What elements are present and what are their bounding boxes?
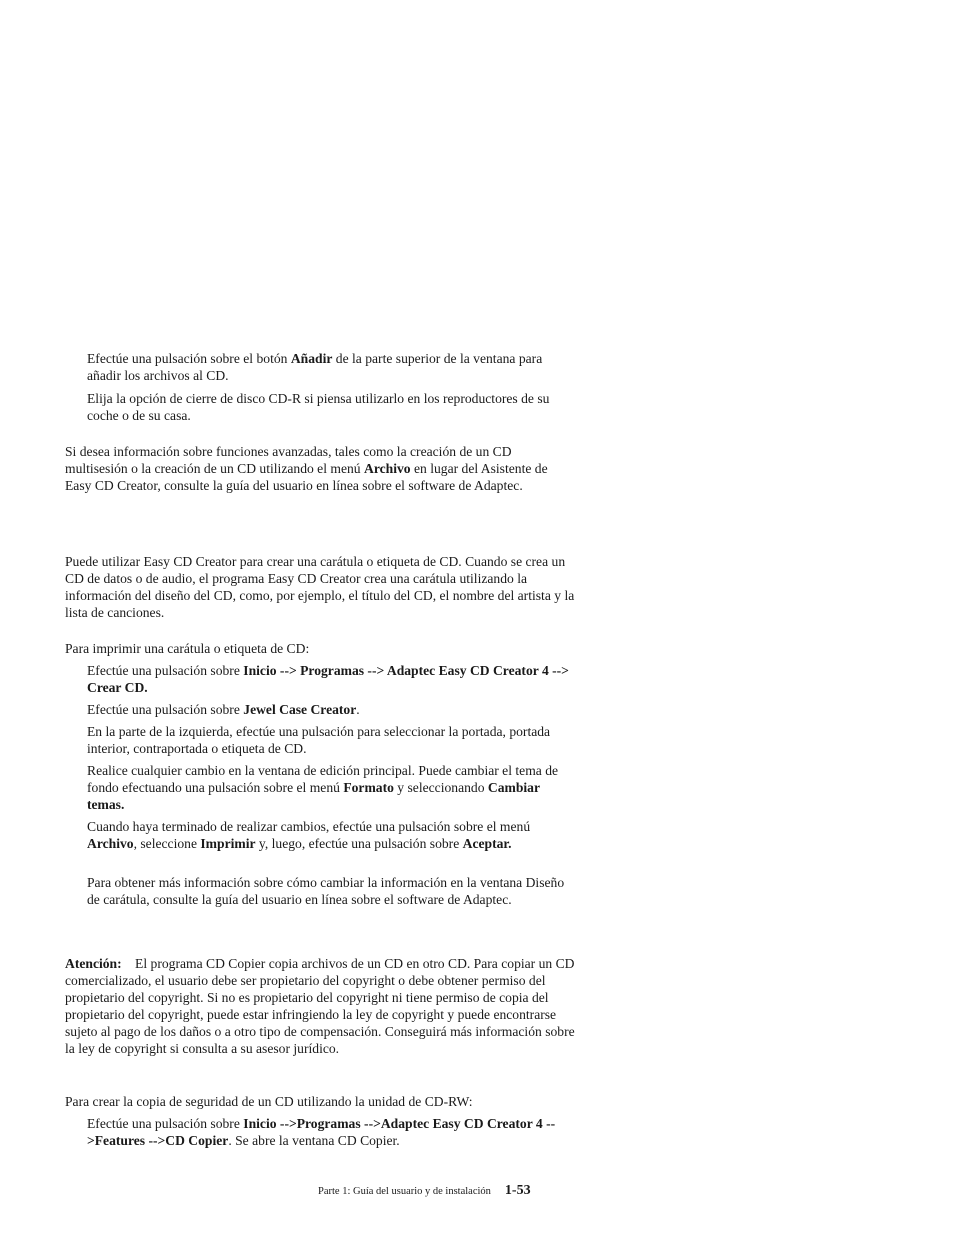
copyright-warning: Atención: El programa CD Copier copia archivos de un CD en otro CD. Para copiar un CD comercializado, el usuario debe ser propietario del copyright o debe obtener permiso del propietario del copyright. Si no es propietario del copyright ni tiene permiso de copia del propietario del copyright, puede estar infringiendo la ley de copyright y puede encontrarse sujeto al pago de los daños o a otro tipo de compensación. Conseguirá más información sobre la ley de copyright si consulta a su asesor jurídico.	[65, 956, 575, 1056]
backup-step-1: Efectúe una pulsación sobre Inicio -->Programas -->Adaptec Easy CD Creator 4 -->Features -->CD Copier. Se abre la ventana CD Copier.	[87, 1116, 556, 1148]
print-step-4: Realice cualquier cambio en la ventana de edición principal. Puede cambiar el tema de fondo efectuando una pulsación sobre el menú Formato y seleccionando Cambiar temas.	[87, 763, 559, 812]
print-step-2: Efectúe una pulsación sobre Jewel Case Creator.	[87, 702, 360, 717]
jewel-case-intro-paragraph: Puede utilizar Easy CD Creator para crear una carátula o etiqueta de CD. Cuando se crea un CD de datos o de audio, el programa Easy CD Creator crea una carátula utilizando la información del diseño del CD, como, por ejemplo, el título del CD, el nombre del artista y la lista de canciones.	[65, 554, 575, 620]
backup-intro: Para crear la copia de seguridad de un CD utilizando la unidad de CD-RW:	[65, 1094, 473, 1109]
print-step-5: Cuando haya terminado de realizar cambios, efectúe una pulsación sobre el menú Archivo, seleccione Imprimir y, luego, efectúe una pulsación sobre Aceptar.	[87, 819, 531, 851]
page-footer	[318, 1182, 578, 1200]
footer-text: Parte 1: Guía del usuario y de instalación	[318, 1186, 491, 1197]
print-step-1: Efectúe una pulsación sobre Inicio --> Programas --> Adaptec Easy CD Creator 4 --> Crear CD.	[87, 663, 569, 695]
warning-label: Atención:	[65, 956, 122, 971]
print-step-6: Para obtener más información sobre cómo cambiar la información en la ventana Diseño de carátula, consulte la guía del usuario en línea sobre el software de Adaptec.	[87, 875, 565, 907]
print-intro: Para imprimir una carátula o etiqueta de CD:	[65, 641, 310, 656]
advanced-info-paragraph: Si desea información sobre funciones avanzadas, tales como la creación de un CD multisesión o la creación de un CD utilizando el menú Archivo en lugar del Asistente de Easy CD Creator, consulte la guía del usuario en línea sobre el software de Adaptec.	[65, 444, 548, 493]
print-step-3: En la parte de la izquierda, efectúe una pulsación para seleccionar la portada, portada interior, contraportada o etiqueta de CD.	[87, 724, 551, 756]
page-number: 1-53	[504, 1183, 531, 1198]
step-add-files: Efectúe una pulsación sobre el botón Añadir de la parte superior de la ventana para añadir los archivos al CD.	[87, 351, 543, 383]
step-close-disc: Elija la opción de cierre de disco CD-R si piensa utilizarlo en los reproductores de su coche o de su casa.	[87, 391, 550, 423]
